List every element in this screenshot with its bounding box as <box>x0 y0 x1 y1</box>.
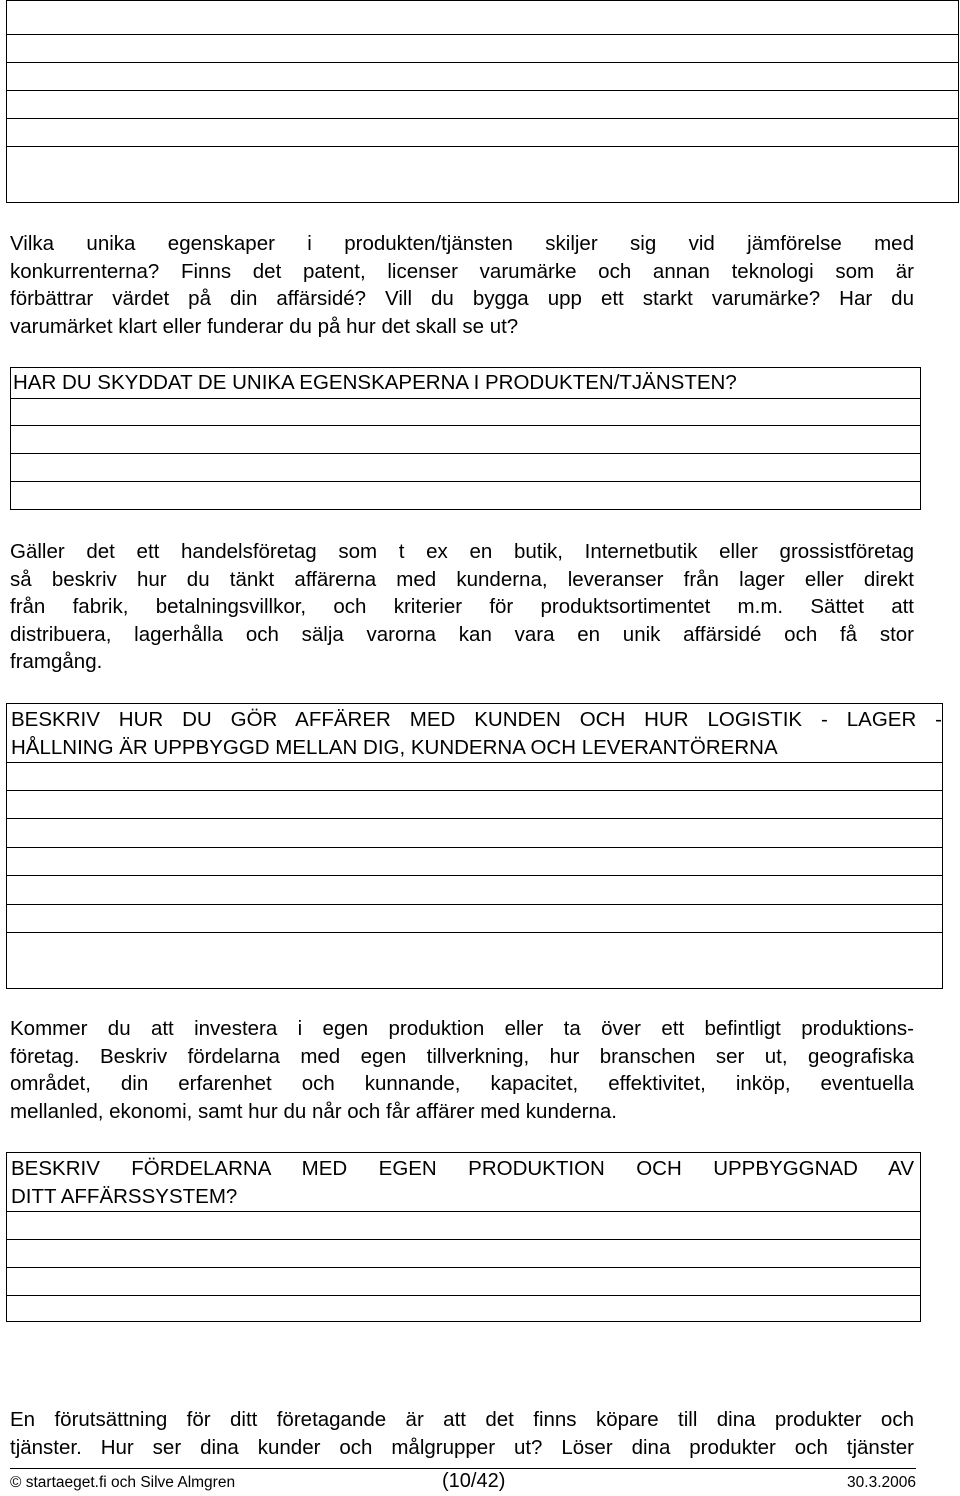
answer-line <box>7 1 958 34</box>
text-line: distribuera, lagerhålla och sälja varorna kan vara en unik affärsidé och få stor <box>10 622 914 646</box>
heading-line: DITT AFFÄRSSYSTEM? <box>11 1184 238 1208</box>
text-line: Vilka unika egenskaper i produkten/tjänsten skiljer sig vid jämförelse med <box>10 232 914 255</box>
answer-line <box>7 790 942 818</box>
text-line: området, din erfarenhet och kunnande, kapacitet, effektivitet, inköp, eventuella <box>10 1072 914 1095</box>
text-line: tjänster. Hur ser dina kunder och målgrupper ut? Löser dina produkter och tjänster <box>10 1435 914 1459</box>
answer-line <box>7 875 942 904</box>
answer-line <box>11 398 920 425</box>
heading-line: BESKRIV FÖRDELARNA MED EGEN PRODUKTION OCH UPPBYGGNAD AV <box>11 1157 914 1180</box>
answer-line <box>7 1295 920 1321</box>
footer-copyright: © startaeget.fi och Silve Almgren <box>10 1474 236 1491</box>
text-line: framgång. <box>10 650 103 673</box>
answer-line <box>7 847 942 875</box>
text-line: konkurrenterna? Finns det patent, licenser varumärke och annan teknologi som är <box>10 259 914 283</box>
answer-line <box>7 90 958 118</box>
text-line: varumärket klart eller funderar du på hur det skall se ut? <box>10 314 519 338</box>
answer-box-production[interactable] <box>6 1152 921 1322</box>
text-line: mellanled, ekonomi, samt hur du når och får affärer med kunderna. <box>10 1099 617 1123</box>
answer-line <box>7 1239 920 1267</box>
intro-paragraph <box>10 230 914 340</box>
question-heading <box>7 704 942 762</box>
footer-date: 30.3.2006 <box>847 1474 916 1491</box>
footer-divider <box>10 1468 916 1469</box>
answer-line <box>7 146 958 175</box>
answer-box-top[interactable] <box>6 0 959 203</box>
question-heading <box>7 1153 920 1211</box>
heading-line: BESKRIV HUR DU GÖR AFFÄRER MED KUNDEN OCH HUR LOGISTIK - LAGER - <box>11 708 942 731</box>
answer-line <box>7 818 942 847</box>
answer-line <box>11 481 920 509</box>
production-paragraph <box>10 1015 914 1125</box>
answer-line <box>11 453 920 481</box>
answer-line <box>7 762 942 790</box>
text-line: förbättrar värdet på din affärsidé? Vill du bygga upp ett starkt varumärke? Har du <box>10 287 914 310</box>
answer-line <box>7 904 942 932</box>
answer-line <box>7 932 942 960</box>
text-line: företag. Beskriv fördelarna med egen tillverkning, hur branschen ser ut, geografiska <box>10 1044 914 1068</box>
heading-line: HÅLLNING ÄR UPPBYGGD MELLAN DIG, KUNDERNA OCH LEVERANTÖRERNA <box>11 735 778 759</box>
text-line: Gäller det ett handelsföretag som t ex en butik, Internetbutik eller grossistföretag <box>10 540 914 563</box>
answer-line <box>11 425 920 453</box>
answer-box-protection[interactable] <box>10 367 921 510</box>
question-heading: HAR DU SKYDDAT DE UNIKA EGENSKAPERNA I PRODUKTEN/TJÄNSTEN? <box>13 371 737 394</box>
buyers-paragraph <box>10 1406 914 1461</box>
trade-paragraph <box>10 538 914 676</box>
answer-line <box>7 34 958 62</box>
text-line: En förutsättning för ditt företagande är att det finns köpare till dina produkter och <box>10 1408 914 1431</box>
answer-line <box>7 62 958 90</box>
text-line: från fabrik, betalningsvillkor, och kriterier för produktsortimentet m.m. Sättet att <box>10 595 914 618</box>
text-line: Kommer du att investera i egen produktion eller ta över ett befintligt produktions- <box>10 1017 914 1040</box>
page-number: (10/42) <box>442 1470 506 1492</box>
answer-box-logistics[interactable] <box>6 703 943 989</box>
answer-line <box>7 1211 920 1239</box>
answer-line <box>7 1267 920 1295</box>
page-footer <box>10 1470 916 1496</box>
answer-line <box>7 118 958 146</box>
text-line: så beskriv hur du tänkt affärerna med kunderna, leveranser från lager eller direkt <box>10 567 914 591</box>
